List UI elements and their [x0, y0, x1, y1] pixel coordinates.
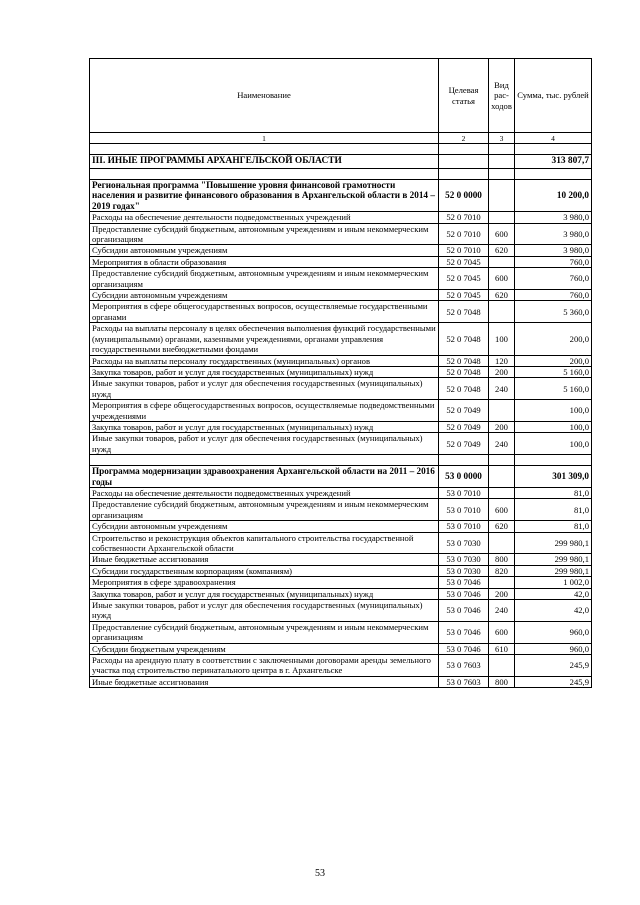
cell-sum: 313 807,7: [515, 155, 592, 169]
cell-expense-type: 600: [489, 268, 515, 290]
cell-expense-type: [489, 180, 515, 212]
cell-name: Расходы на обеспечение деятельности подведомственных учреждений: [90, 487, 439, 498]
cell-target-article: 53 0 7046: [439, 577, 489, 588]
spacer-row: [90, 455, 592, 466]
table-row: [90, 655, 592, 677]
cell-target-article: 52 0 7010: [439, 245, 489, 256]
cell-target-article: 52 0 7048: [439, 323, 489, 355]
cell-name: Субсидии автономным учреждениям: [90, 245, 439, 256]
table-row: [90, 532, 592, 554]
cell-name: Расходы на обеспечение деятельности подведомственных учреждений: [90, 212, 439, 223]
cell-target-article: 53 0 7046: [439, 600, 489, 622]
column-number: 3: [489, 133, 515, 144]
cell-expense-type: 200: [489, 421, 515, 432]
cell-target-article: 53 0 7010: [439, 521, 489, 532]
cell-name: [90, 455, 439, 466]
cell-sum: 245,9: [515, 676, 592, 687]
cell-name: Субсидии автономным учреждениям: [90, 290, 439, 301]
column-number-row: [90, 133, 592, 144]
cell-name: Субсидии государственным корпорациям (компаниям): [90, 565, 439, 576]
cell-sum: 960,0: [515, 643, 592, 654]
table-row: [90, 621, 592, 643]
cell-target-article: 52 0 7049: [439, 400, 489, 422]
cell-expense-type: [489, 301, 515, 323]
table-row: [90, 223, 592, 245]
cell-expense-type: 200: [489, 366, 515, 377]
table-row: [90, 256, 592, 267]
cell-name: [90, 169, 439, 180]
column-number: 1: [90, 133, 439, 144]
cell-sum: [515, 144, 592, 155]
cell-target-article: 52 0 7049: [439, 433, 489, 455]
cell-target-article: 52 0 7010: [439, 223, 489, 245]
page-number: 53: [315, 868, 325, 879]
cell-name: Строительство и реконструкция объектов капитального строительства государственной собственности Архангельской области: [90, 532, 439, 554]
cell-sum: 301 309,0: [515, 466, 592, 488]
spacer-row: [90, 144, 592, 155]
table-row: [90, 301, 592, 323]
cell-expense-type: 600: [489, 499, 515, 521]
table-row: [90, 268, 592, 290]
cell-sum: 81,0: [515, 521, 592, 532]
table-row: [90, 290, 592, 301]
table-row: [90, 487, 592, 498]
cell-target-article: 53 0 7030: [439, 565, 489, 576]
cell-sum: 5 160,0: [515, 366, 592, 377]
column-number: 4: [515, 133, 592, 144]
cell-target-article: 53 0 7603: [439, 676, 489, 687]
table-row: [90, 565, 592, 576]
cell-name: Мероприятия в сфере общегосударственных вопросов, осуществляемые подведомственными учреждениями: [90, 400, 439, 422]
program-row: [90, 466, 592, 488]
cell-target-article: 53 0 7046: [439, 588, 489, 599]
program-row: [90, 180, 592, 212]
cell-expense-type: 240: [489, 378, 515, 400]
cell-name: Субсидии бюджетным учреждениям: [90, 643, 439, 654]
cell-name: Предоставление субсидий бюджетным, автономным учреждениям и иным некоммерческим организациям: [90, 621, 439, 643]
table-row: [90, 212, 592, 223]
cell-name: Мероприятия в сфере общегосударственных вопросов, осуществляемые государственными органами: [90, 301, 439, 323]
cell-sum: 42,0: [515, 588, 592, 599]
table-row: [90, 499, 592, 521]
cell-expense-type: 610: [489, 643, 515, 654]
cell-target-article: 52 0 7048: [439, 366, 489, 377]
table-row: [90, 433, 592, 455]
cell-sum: 100,0: [515, 433, 592, 455]
table-body: [90, 144, 592, 688]
cell-name: Расходы на выплаты персоналу государственных (муниципальных) органов: [90, 355, 439, 366]
cell-target-article: 52 0 7048: [439, 378, 489, 400]
cell-name: Предоставление субсидий бюджетным, автономным учреждениям и иным некоммерческим организациям: [90, 499, 439, 521]
cell-expense-type: 600: [489, 621, 515, 643]
cell-sum: 100,0: [515, 400, 592, 422]
cell-sum: 299 980,1: [515, 554, 592, 565]
cell-sum: 5 360,0: [515, 301, 592, 323]
cell-target-article: 52 0 7045: [439, 268, 489, 290]
header-name: Наименование: [90, 59, 439, 133]
cell-sum: 200,0: [515, 323, 592, 355]
header-sum: Сумма, тыс. рублей: [515, 59, 592, 133]
cell-name: Закупка товаров, работ и услуг для государственных (муниципальных) нужд: [90, 366, 439, 377]
table-row: [90, 400, 592, 422]
cell-expense-type: 200: [489, 588, 515, 599]
cell-sum: 10 200,0: [515, 180, 592, 212]
cell-sum: 81,0: [515, 487, 592, 498]
cell-name: Расходы на выплаты персоналу в целях обеспечения выполнения функций государственными (муниципальными) органами, казенными учреждениями, органами управления государственными внебюджетными фондами: [90, 323, 439, 355]
table-row: [90, 588, 592, 599]
table-row: [90, 323, 592, 355]
cell-sum: [515, 455, 592, 466]
table-row: [90, 355, 592, 366]
table-row: [90, 643, 592, 654]
cell-sum: 1 002,0: [515, 577, 592, 588]
table-row: [90, 245, 592, 256]
cell-name: [90, 144, 439, 155]
cell-sum: 299 980,1: [515, 532, 592, 554]
cell-name: Мероприятия в сфере здравоохранения: [90, 577, 439, 588]
cell-name: Иные бюджетные ассигнования: [90, 676, 439, 687]
cell-target-article: 52 0 7048: [439, 355, 489, 366]
table-row: [90, 676, 592, 687]
cell-expense-type: 820: [489, 565, 515, 576]
cell-name: Закупка товаров, работ и услуг для государственных (муниципальных) нужд: [90, 588, 439, 599]
cell-expense-type: [489, 256, 515, 267]
cell-sum: 760,0: [515, 256, 592, 267]
cell-name: Субсидии автономным учреждениям: [90, 521, 439, 532]
cell-name: Программа модернизации здравоохранения Архангельской области на 2011 – 2016 годы: [90, 466, 439, 488]
cell-target-article: 53 0 0000: [439, 466, 489, 488]
cell-sum: 200,0: [515, 355, 592, 366]
table-header-row: [90, 59, 592, 133]
cell-name: Иные закупки товаров, работ и услуг для обеспечения государственных (муниципальных) нужд: [90, 600, 439, 622]
cell-sum: 760,0: [515, 268, 592, 290]
cell-expense-type: [489, 212, 515, 223]
cell-name: Закупка товаров, работ и услуг для государственных (муниципальных) нужд: [90, 421, 439, 432]
cell-name: Региональная программа "Повышение уровня финансовой грамотности населения и развитие финансового образования в Архангельской области в 2014 – 2019 годах": [90, 180, 439, 212]
column-number: 2: [439, 133, 489, 144]
cell-name: Мероприятия в области образования: [90, 256, 439, 267]
cell-sum: 760,0: [515, 290, 592, 301]
cell-target-article: 53 0 7030: [439, 554, 489, 565]
table-row: [90, 554, 592, 565]
cell-expense-type: 800: [489, 676, 515, 687]
cell-expense-type: 240: [489, 600, 515, 622]
cell-sum: 3 980,0: [515, 223, 592, 245]
cell-sum: 42,0: [515, 600, 592, 622]
cell-target-article: 53 0 7030: [439, 532, 489, 554]
cell-expense-type: [489, 532, 515, 554]
table-row: [90, 577, 592, 588]
cell-sum: 960,0: [515, 621, 592, 643]
cell-target-article: 53 0 7010: [439, 499, 489, 521]
cell-expense-type: [489, 466, 515, 488]
cell-target-article: 52 0 7048: [439, 301, 489, 323]
cell-target-article: 53 0 7603: [439, 655, 489, 677]
header-target-article: Целевая статья: [439, 59, 489, 133]
cell-expense-type: [489, 577, 515, 588]
cell-expense-type: 620: [489, 245, 515, 256]
cell-expense-type: 620: [489, 521, 515, 532]
cell-name: Расходы на арендную плату в соответствии с заключенными договорами аренды земельного участка под строительство перинатального центра в г. Архангельске: [90, 655, 439, 677]
cell-expense-type: [489, 455, 515, 466]
cell-sum: 5 160,0: [515, 378, 592, 400]
cell-target-article: 52 0 7010: [439, 212, 489, 223]
cell-expense-type: 620: [489, 290, 515, 301]
table-row: [90, 378, 592, 400]
table-row: [90, 366, 592, 377]
cell-expense-type: 800: [489, 554, 515, 565]
cell-expense-type: [489, 487, 515, 498]
cell-sum: [515, 169, 592, 180]
cell-target-article: 52 0 7045: [439, 256, 489, 267]
cell-target-article: [439, 169, 489, 180]
cell-target-article: 52 0 0000: [439, 180, 489, 212]
cell-name: Предоставление субсидий бюджетным, автономным учреждениям и иным некоммерческим организациям: [90, 223, 439, 245]
cell-sum: 3 980,0: [515, 212, 592, 223]
cell-expense-type: 100: [489, 323, 515, 355]
cell-expense-type: [489, 169, 515, 180]
cell-target-article: [439, 455, 489, 466]
cell-target-article: 53 0 7046: [439, 643, 489, 654]
cell-target-article: [439, 155, 489, 169]
budget-table: [89, 58, 592, 688]
cell-name: III. ИНЫЕ ПРОГРАММЫ АРХАНГЕЛЬСКОЙ ОБЛАСТИ: [90, 155, 439, 169]
cell-sum: 299 980,1: [515, 565, 592, 576]
cell-expense-type: 240: [489, 433, 515, 455]
header-expense-type: Вид рас-ходов: [489, 59, 515, 133]
cell-target-article: 52 0 7045: [439, 290, 489, 301]
cell-expense-type: [489, 655, 515, 677]
cell-expense-type: 120: [489, 355, 515, 366]
table-row: [90, 421, 592, 432]
cell-target-article: [439, 144, 489, 155]
section-row: [90, 155, 592, 169]
cell-name: Иные закупки товаров, работ и услуг для обеспечения государственных (муниципальных) нужд: [90, 378, 439, 400]
table-row: [90, 521, 592, 532]
spacer-row: [90, 169, 592, 180]
cell-sum: 81,0: [515, 499, 592, 521]
cell-expense-type: [489, 155, 515, 169]
cell-target-article: 53 0 7046: [439, 621, 489, 643]
cell-target-article: 52 0 7049: [439, 421, 489, 432]
table-row: [90, 600, 592, 622]
cell-name: Иные бюджетные ассигнования: [90, 554, 439, 565]
cell-expense-type: [489, 400, 515, 422]
cell-expense-type: [489, 144, 515, 155]
cell-sum: 100,0: [515, 421, 592, 432]
cell-sum: 3 980,0: [515, 245, 592, 256]
cell-name: Иные закупки товаров, работ и услуг для обеспечения государственных (муниципальных) нужд: [90, 433, 439, 455]
cell-name: Предоставление субсидий бюджетным, автономным учреждениям и иным некоммерческим организациям: [90, 268, 439, 290]
cell-sum: 245,9: [515, 655, 592, 677]
cell-target-article: 53 0 7010: [439, 487, 489, 498]
cell-expense-type: 600: [489, 223, 515, 245]
